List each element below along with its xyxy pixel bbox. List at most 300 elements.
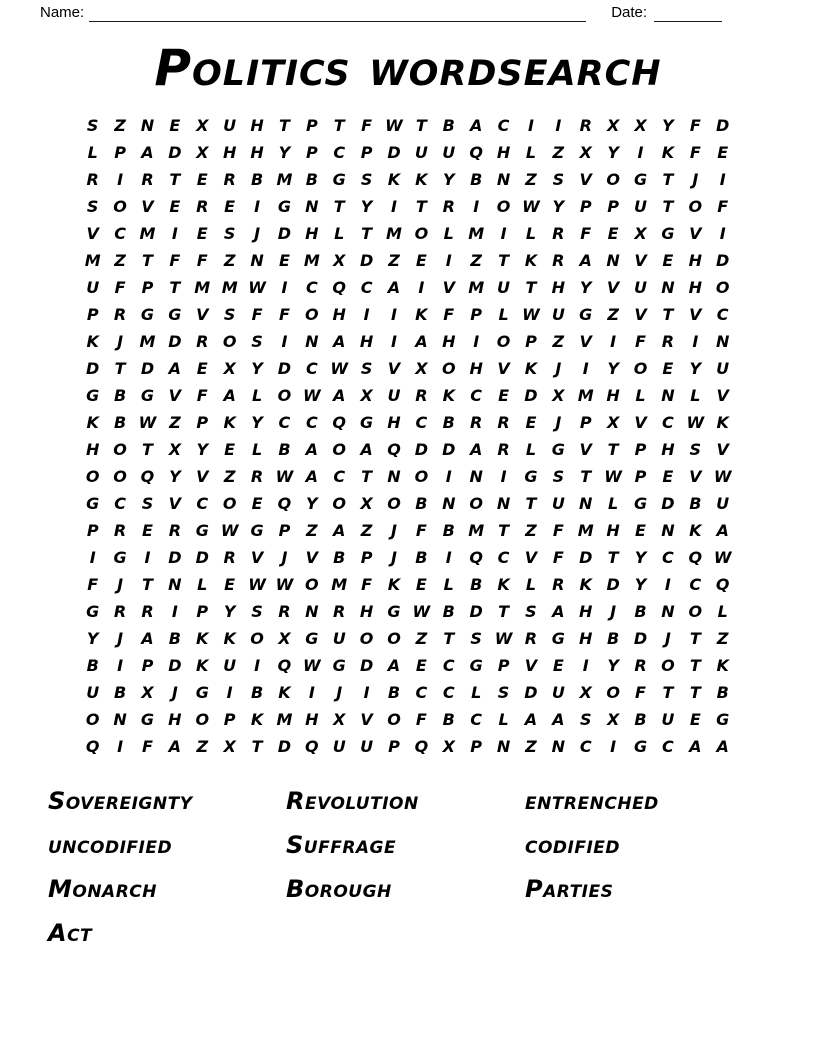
grid-letter: X <box>196 143 209 162</box>
header <box>0 0 816 22</box>
grid-letter: C <box>442 656 455 675</box>
grid-letter: T <box>361 467 373 486</box>
grid-letter: L <box>525 224 537 243</box>
grid-letter: K <box>415 170 428 189</box>
grid-letter: M <box>577 521 594 540</box>
grid-letter: X <box>223 359 236 378</box>
grid-letter: U <box>360 737 374 756</box>
grid-letter: Q <box>277 494 292 513</box>
grid-letter: H <box>359 602 374 621</box>
grid-letter: R <box>113 305 127 324</box>
grid-letter: H <box>469 359 483 378</box>
grid-letter: C <box>278 413 291 432</box>
grid-row <box>79 490 737 517</box>
grid-letter: X <box>223 737 236 756</box>
grid-letter: A <box>415 332 428 351</box>
grid-letter: I <box>500 467 507 486</box>
grid-letter: Z <box>552 143 565 162</box>
grid-letter: T <box>415 197 427 216</box>
grid-letter: L <box>635 386 646 405</box>
grid-row <box>79 247 737 274</box>
grid-letter: C <box>114 224 126 243</box>
grid-letter: D <box>524 386 538 405</box>
grid-letter: Y <box>86 629 99 648</box>
grid-letter: G <box>716 710 730 729</box>
grid-letter: I <box>117 656 124 675</box>
grid-letter: V <box>689 224 702 243</box>
grid-letter: K <box>524 251 538 270</box>
grid-letter: H <box>579 602 593 621</box>
grid-letter: N <box>579 494 593 513</box>
grid-row <box>79 355 737 382</box>
grid-letter: I <box>692 332 699 351</box>
grid-letter: E <box>415 251 427 270</box>
grid-letter: C <box>305 278 318 297</box>
grid-letter: R <box>442 197 455 216</box>
grid-letter: W <box>302 386 321 405</box>
grid-letter: L <box>498 710 509 729</box>
grid-letter: Q <box>688 548 703 567</box>
grid-letter: C <box>662 413 674 432</box>
grid-letter: X <box>360 494 373 513</box>
grid-letter: J <box>664 629 671 648</box>
grid-letter: G <box>633 494 648 513</box>
grid-letter: P <box>634 467 647 486</box>
grid-letter: H <box>359 332 374 351</box>
grid-letter: B <box>470 170 483 189</box>
grid-letter: O <box>387 710 401 729</box>
grid-letter: X <box>442 737 455 756</box>
grid-letter: B <box>387 683 401 702</box>
grid-letter: J <box>555 413 562 432</box>
grid-letter: D <box>469 602 483 621</box>
grid-letter: D <box>168 656 182 675</box>
grid-letter: H <box>661 440 675 459</box>
grid-letter: B <box>442 116 455 135</box>
grid-letter: E <box>607 224 619 243</box>
grid-letter: I <box>445 467 452 486</box>
grid-letter: B <box>716 683 729 702</box>
date-blank-line <box>654 7 722 22</box>
grid-letter: S <box>552 467 565 486</box>
grid-letter: O <box>305 575 319 594</box>
grid-letter: I <box>144 548 151 567</box>
grid-letter: W <box>248 278 266 297</box>
grid-letter: N <box>469 467 483 486</box>
grid-letter: G <box>524 467 538 486</box>
grid-letter: H <box>387 413 401 432</box>
grid-letter: O <box>85 710 100 729</box>
grid-letter: C <box>415 413 428 432</box>
grid-letter: S <box>223 305 236 324</box>
grid-letter: G <box>195 521 209 540</box>
grid-letter: A <box>579 251 592 270</box>
word-item: uncodified <box>48 831 173 859</box>
grid-letter: V <box>442 278 455 297</box>
grid-letter: R <box>634 656 647 675</box>
grid-letter: X <box>634 116 647 135</box>
grid-letter: U <box>86 683 100 702</box>
grid-letter: I <box>89 548 96 567</box>
grid-letter: G <box>86 602 100 621</box>
grid-letter: T <box>415 116 427 135</box>
grid-letter: H <box>305 224 319 243</box>
grid-letter: Z <box>415 629 428 648</box>
grid-letter: P <box>525 332 537 351</box>
grid-letter: V <box>141 197 154 216</box>
grid-letter: C <box>305 413 318 432</box>
grid-letter: H <box>579 629 593 648</box>
grid-letter: P <box>607 197 619 216</box>
grid-letter: M <box>276 170 293 189</box>
grid-letter: N <box>661 602 675 621</box>
grid-letter: I <box>637 143 644 162</box>
grid-letter: V <box>196 467 209 486</box>
grid-letter: X <box>606 116 620 135</box>
name-label: Name: <box>40 4 85 21</box>
grid-letter: O <box>85 467 100 486</box>
grid-letter: Y <box>689 359 702 378</box>
grid-letter: H <box>606 521 620 540</box>
grid-letter: C <box>333 467 346 486</box>
grid-row <box>79 706 737 733</box>
grid-letter: Y <box>169 467 181 486</box>
grid-letter: O <box>332 440 347 459</box>
grid-letter: B <box>442 710 455 729</box>
grid-letter: Q <box>469 548 483 567</box>
grid-letter: D <box>140 359 155 378</box>
grid-letter: B <box>113 386 127 405</box>
grid-letter: T <box>662 197 674 216</box>
grid-row <box>79 166 737 193</box>
grid-letter: K <box>196 656 209 675</box>
grid-letter: E <box>251 494 263 513</box>
grid-letter: N <box>250 251 264 270</box>
grid-letter: V <box>689 467 702 486</box>
grid-letter: L <box>690 386 701 405</box>
grid-row <box>79 571 737 598</box>
grid-letter: C <box>497 116 510 135</box>
grid-letter: E <box>717 143 729 162</box>
grid-letter: P <box>278 521 291 540</box>
grid-letter: C <box>579 737 592 756</box>
grid-letter: F <box>415 710 427 729</box>
grid-letter: Y <box>442 170 455 189</box>
grid-letter: E <box>169 197 181 216</box>
grid-letter: V <box>579 332 592 351</box>
grid-letter: J <box>117 629 124 648</box>
grid-letter: F <box>635 683 646 702</box>
grid-letter: V <box>168 494 182 513</box>
grid-letter: I <box>281 278 288 297</box>
grid-letter: P <box>579 197 592 216</box>
grid-letter: K <box>497 575 510 594</box>
grid-letter: F <box>251 305 263 324</box>
grid-letter: E <box>169 116 181 135</box>
grid-letter: I <box>527 116 534 135</box>
grid-letter: O <box>113 467 127 486</box>
grid-letter: F <box>717 197 729 216</box>
grid-letter: O <box>606 170 620 189</box>
grid-letter: M <box>221 278 238 297</box>
grid-letter: R <box>223 170 236 189</box>
grid-letter: O <box>414 467 429 486</box>
grid-letter: Z <box>306 521 318 540</box>
word-item: Sovereignty <box>48 787 193 815</box>
grid-letter: U <box>442 143 456 162</box>
grid-letter: L <box>498 305 509 324</box>
grid-letter: T <box>662 170 674 189</box>
grid-letter: H <box>551 278 566 297</box>
grid-letter: O <box>606 683 620 702</box>
grid-letter: Y <box>196 440 209 459</box>
grid-letter: D <box>661 494 675 513</box>
grid-letter: L <box>525 143 537 162</box>
grid-letter: A <box>168 737 182 756</box>
grid-letter: K <box>278 683 291 702</box>
grid-letter: O <box>414 224 429 243</box>
grid-row <box>79 544 737 571</box>
grid-letter: I <box>473 332 480 351</box>
grid-letter: H <box>606 386 620 405</box>
grid-letter: V <box>634 305 647 324</box>
grid-letter: Y <box>607 143 619 162</box>
grid-letter: Y <box>223 602 236 621</box>
grid-letter: Y <box>607 656 619 675</box>
word-list-column <box>48 784 286 960</box>
grid-letter: O <box>715 278 730 297</box>
grid-letter: S <box>689 440 702 459</box>
grid-letter: P <box>223 710 236 729</box>
grid-row <box>79 328 737 355</box>
grid-letter: T <box>607 548 619 567</box>
grid-letter: C <box>689 575 702 594</box>
grid-letter: I <box>254 197 261 216</box>
grid-letter: D <box>86 359 100 378</box>
grid-letter: V <box>524 548 538 567</box>
grid-letter: V <box>387 359 401 378</box>
grid-letter: X <box>579 143 592 162</box>
grid-letter: X <box>415 359 428 378</box>
grid-letter: J <box>117 332 124 351</box>
grid-row <box>79 193 737 220</box>
grid-letter: U <box>551 683 565 702</box>
grid-letter: B <box>333 548 346 567</box>
grid-letter: R <box>278 602 291 621</box>
grid-letter: H <box>305 710 319 729</box>
grid-letter: F <box>580 224 592 243</box>
grid-letter: N <box>496 737 511 756</box>
grid-letter: U <box>497 278 511 297</box>
grid-letter: D <box>414 440 429 459</box>
grid-letter: G <box>551 629 565 648</box>
grid-letter: Y <box>251 359 263 378</box>
grid-letter: Y <box>662 116 674 135</box>
grid-letter: C <box>470 710 483 729</box>
grid-row <box>79 598 737 625</box>
grid-row <box>79 733 737 760</box>
grid-letter: O <box>633 359 648 378</box>
grid-letter: E <box>662 467 674 486</box>
grid-letter: K <box>250 710 264 729</box>
grid-letter: G <box>661 224 675 243</box>
grid-row <box>79 679 737 706</box>
grid-letter: D <box>277 737 292 756</box>
grid-letter: A <box>469 116 483 135</box>
grid-letter: H <box>688 278 702 297</box>
grid-letter: T <box>142 251 153 270</box>
grid-letter: F <box>196 386 208 405</box>
grid-letter: Z <box>716 629 729 648</box>
grid-letter: R <box>415 386 428 405</box>
grid-letter: X <box>552 386 565 405</box>
grid-letter: A <box>387 656 401 675</box>
grid-letter: G <box>140 386 155 405</box>
grid-letter: L <box>525 575 537 594</box>
word-list-column <box>286 784 525 916</box>
grid-letter: K <box>387 170 401 189</box>
grid-letter: A <box>360 440 373 459</box>
grid-letter: F <box>142 737 153 756</box>
grid-letter: B <box>250 170 264 189</box>
grid-letter: J <box>610 602 617 621</box>
grid-letter: U <box>332 629 346 648</box>
grid-letter: T <box>525 494 537 513</box>
grid-letter: N <box>305 332 319 351</box>
grid-letter: E <box>224 197 236 216</box>
grid-letter: Y <box>278 143 291 162</box>
grid-letter: Z <box>552 332 565 351</box>
grid-letter: T <box>498 251 510 270</box>
grid-letter: B <box>607 629 620 648</box>
grid-letter: N <box>661 521 675 540</box>
grid-letter: I <box>117 170 124 189</box>
grid-letter: G <box>86 494 100 513</box>
grid-letter: E <box>662 251 674 270</box>
grid-letter: W <box>522 305 540 324</box>
grid-letter: K <box>415 305 428 324</box>
grid-letter: U <box>716 494 730 513</box>
grid-letter: D <box>387 143 401 162</box>
grid-letter: N <box>168 575 182 594</box>
grid-letter: S <box>552 170 565 189</box>
grid-letter: I <box>664 575 671 594</box>
grid-letter: C <box>662 737 674 756</box>
grid-letter: Q <box>332 413 347 432</box>
grid-letter: P <box>388 737 400 756</box>
grid-letter: Q <box>414 737 429 756</box>
grid-letter: D <box>195 548 209 567</box>
grid-letter: E <box>635 521 646 540</box>
grid-letter: H <box>222 143 237 162</box>
grid-letter: O <box>387 494 401 513</box>
grid-letter: I <box>500 224 507 243</box>
grid-row <box>79 517 737 544</box>
grid-letter: V <box>689 305 702 324</box>
grid-letter: R <box>141 602 154 621</box>
grid-letter: B <box>113 413 127 432</box>
grid-letter: X <box>360 386 373 405</box>
grid-letter: K <box>442 386 455 405</box>
grid-letter: I <box>171 224 178 243</box>
grid-letter: S <box>525 602 537 621</box>
grid-letter: Z <box>525 737 537 756</box>
grid-letter: A <box>141 143 154 162</box>
grid-letter: T <box>689 629 701 648</box>
grid-letter: B <box>689 494 702 513</box>
grid-letter: J <box>391 548 397 567</box>
grid-letter: P <box>579 413 592 432</box>
grid-letter: T <box>142 575 153 594</box>
grid-letter: V <box>168 386 182 405</box>
grid-letter: G <box>633 170 648 189</box>
grid-row <box>79 382 737 409</box>
grid-letter: Q <box>305 737 319 756</box>
grid-letter: C <box>497 548 510 567</box>
grid-letter: E <box>196 359 208 378</box>
grid-letter: G <box>633 737 648 756</box>
grid-letter: T <box>169 170 181 189</box>
grid-letter: R <box>113 602 127 621</box>
grid-letter: C <box>662 548 674 567</box>
grid-letter: I <box>391 305 397 324</box>
page-title: Politics wordsearch <box>154 39 662 97</box>
grid-letter: L <box>443 575 454 594</box>
grid-letter: Y <box>634 575 647 594</box>
grid-letter: Z <box>388 251 400 270</box>
grid-letter: Q <box>332 278 347 297</box>
grid-letter: P <box>196 602 209 621</box>
grid-letter: L <box>251 386 263 405</box>
grid-letter: A <box>469 440 483 459</box>
grid-letter: A <box>333 386 346 405</box>
grid-letter: M <box>468 521 485 540</box>
grid-letter: T <box>114 359 126 378</box>
grid-letter: H <box>86 440 100 459</box>
grid-letter: T <box>333 116 345 135</box>
grid-letter: H <box>332 305 346 324</box>
word-item: Revolution <box>286 787 419 815</box>
grid-letter: N <box>606 251 620 270</box>
grid-letter: X <box>196 116 209 135</box>
grid-letter: G <box>579 305 593 324</box>
grid-letter: T <box>525 278 537 297</box>
grid-letter: C <box>333 143 346 162</box>
grid-letter: X <box>333 251 346 270</box>
grid-letter: G <box>250 521 264 540</box>
grid-letter: X <box>579 683 592 702</box>
grid-letter: S <box>470 629 482 648</box>
grid-letter: B <box>634 710 647 729</box>
grid-letter: Q <box>469 143 483 162</box>
grid-letter: I <box>582 359 589 378</box>
grid-letter: C <box>470 386 483 405</box>
grid-letter: U <box>661 710 675 729</box>
grid-letter: U <box>332 737 346 756</box>
grid-letter: H <box>496 143 511 162</box>
grid-row <box>79 409 737 436</box>
grid-letter: Y <box>607 359 619 378</box>
grid-letter: O <box>441 359 456 378</box>
grid-letter: R <box>579 116 592 135</box>
grid-letter: O <box>277 386 292 405</box>
grid-letter: A <box>716 737 729 756</box>
grid-letter: D <box>633 629 648 648</box>
grid-letter: T <box>498 602 510 621</box>
grid-letter: U <box>387 386 401 405</box>
grid-letter: J <box>281 548 288 567</box>
grid-letter: R <box>333 602 346 621</box>
